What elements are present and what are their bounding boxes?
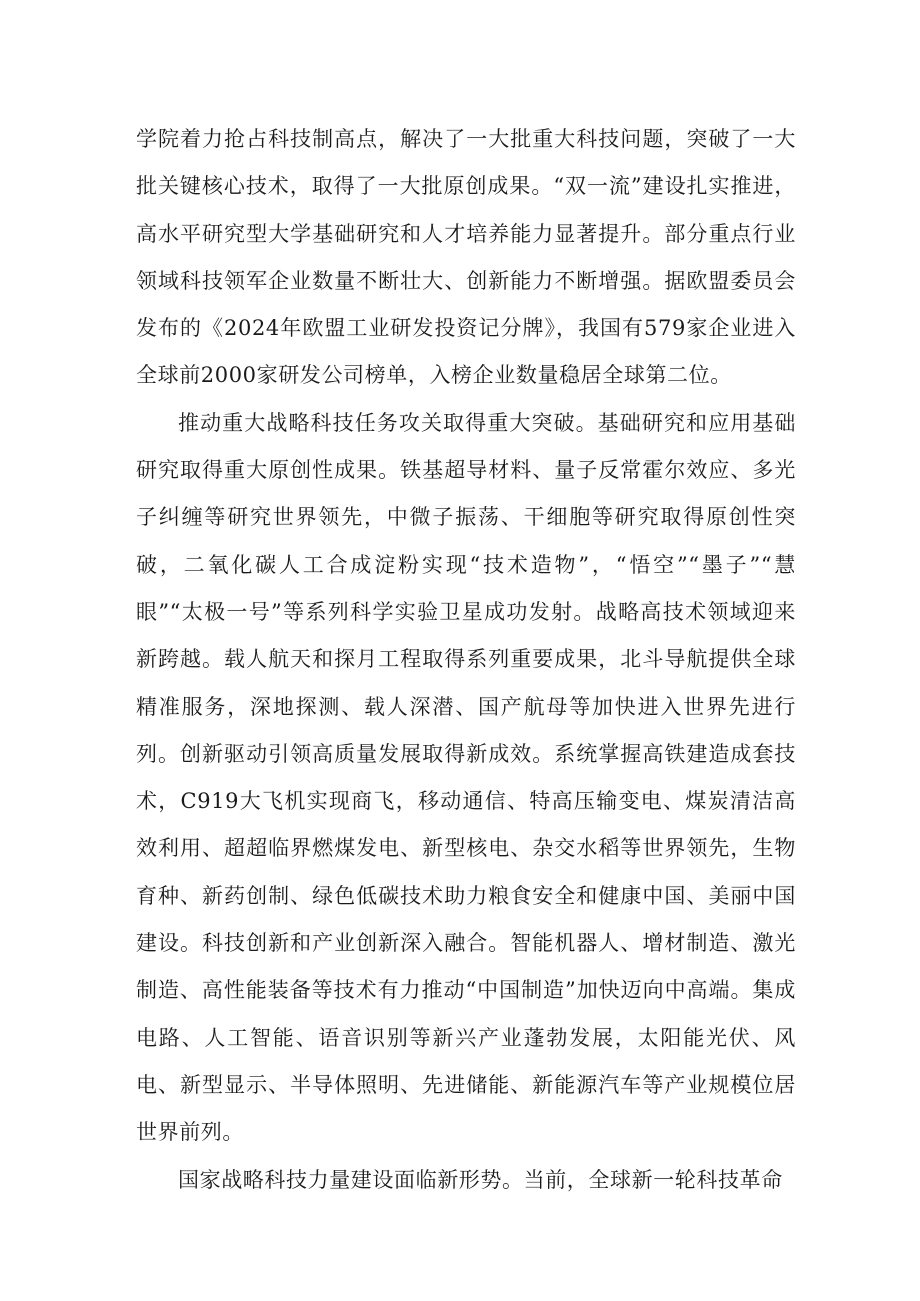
paragraph-new-situation: 国家战略科技力量建设面临新形势。当前，全球新一轮科技革命 bbox=[178, 1167, 783, 1192]
paragraph-continuation: 学院着力抢占科技制高点，解决了一大批重大科技问题，突破了一大批关键核心技术，取得了一大批原创成果。“双一流”建设扎实推进，高水平研究型大学基础研究和人才培养能力显著提升。部分重点行业领域科技领军企业数量不断壮大、创新能力不断增强。据欧盟委员会发布的《2024年欧盟工业研发投资记分牌》，我国有579家企业进入全球前2000家研发公司榜单，入榜企业数量稳居全球第二位。 bbox=[136, 127, 796, 388]
paragraph-major-breakthroughs: 推动重大战略科技任务攻关取得重大突破。基础研究和应用基础研究取得重大原创性成果。铁基超导材料、量子反常霍尔效应、多光子纠缠等研究世界领先，中微子振荡、干细胞等研究取得原创性突破，二氧化碳人工合成淀粉实现“技术造物”，“悟空”“墨子”“慧眼”“太极一号”等系列科学实验卫星成功发射。战略高技术领域迎来新跨越。载人航天和探月工程取得系列重要成果，北斗导航提供全球精准服务，深地探测、载人深潜、国产航母等加快进入世界先进行列。创新驱动引领高质量发展取得新成效。系统掌握高铁建造成套技术，C919大飞机实现商飞，移动通信、特高压输变电、煤炭清洁高效利用、超超临界燃煤发电、新型核电、杂交水稻等世界领先，生物育种、新药创制、绿色低碳技术助力粮食安全和健康中国、美丽中国建设。科技创新和产业创新深入融合。智能机器人、增材制造、激光制造、高性能装备等技术有力推动“中国制造”加快迈向中高端。集成电路、人工智能、语音识别等新兴产业蓬勃发展，太阳能光伏、风电、新型显示、半导体照明、先进储能、新能源汽车等产业规模位居世界前列。 bbox=[136, 410, 796, 1145]
document-body bbox=[136, 116, 796, 1204]
